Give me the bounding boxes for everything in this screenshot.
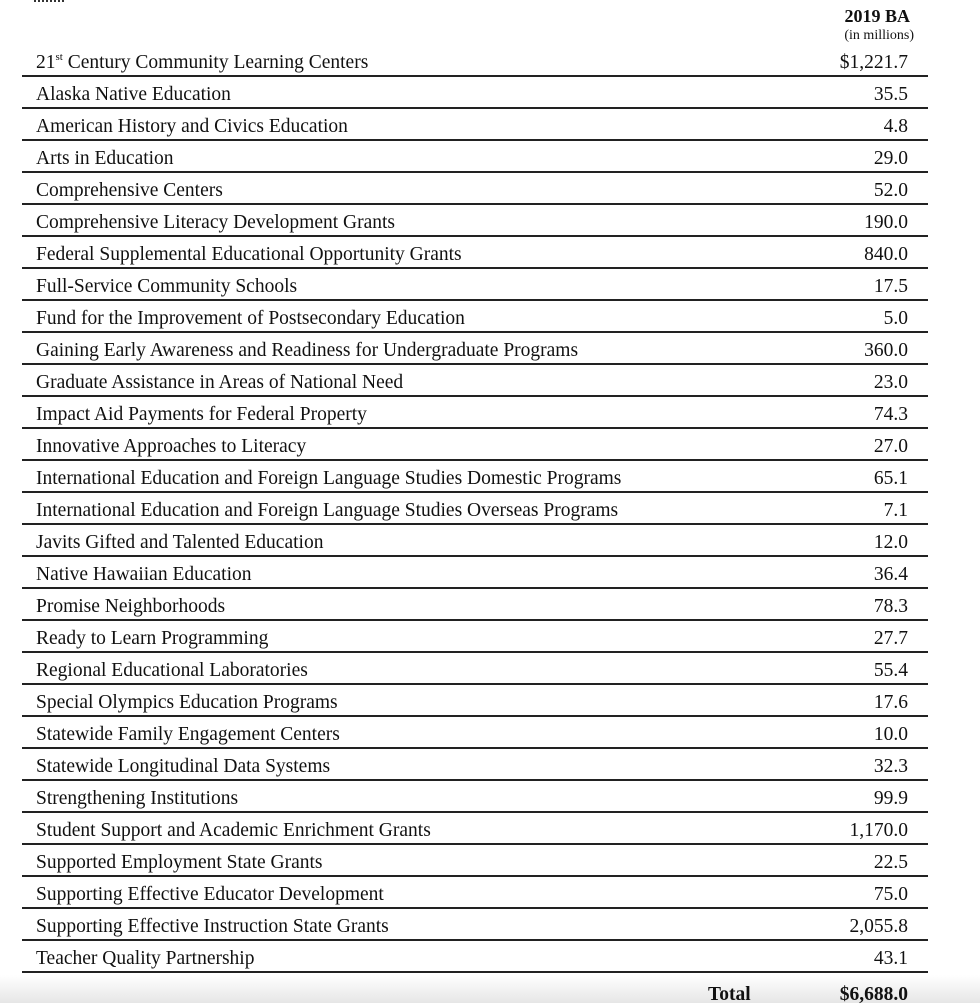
table-row: [22, 845, 928, 877]
program-name: International Education and Foreign Language Studies Overseas Programs: [36, 500, 619, 521]
program-amount: 2,055.8: [849, 916, 908, 937]
program-name: Statewide Longitudinal Data Systems: [36, 756, 331, 777]
program-amount: 360.0: [864, 340, 908, 361]
program-amount: 27.7: [873, 628, 908, 649]
budget-table: [22, 45, 928, 973]
table-row: [22, 717, 928, 749]
program-amount: 12.0: [873, 532, 908, 553]
table-row: [22, 685, 928, 717]
table-row: [22, 493, 928, 525]
program-amount: 10.0: [873, 724, 908, 745]
table-row: [22, 749, 928, 781]
program-name: Native Hawaiian Education: [36, 564, 252, 585]
program-name: Supported Employment State Grants: [36, 852, 323, 873]
program-amount: 78.3: [873, 596, 908, 617]
program-amount: 7.1: [883, 500, 908, 521]
program-name: Special Olympics Education Programs: [36, 692, 338, 713]
program-name: Alaska Native Education: [36, 84, 231, 105]
program-amount: 17.6: [873, 692, 908, 713]
program-amount: 32.3: [873, 756, 908, 777]
program-name: Impact Aid Payments for Federal Property: [36, 404, 367, 425]
table-row: [22, 205, 928, 237]
total-label: Total: [708, 984, 751, 1005]
program-amount: 840.0: [864, 244, 908, 265]
table-row: [22, 237, 928, 269]
program-name: Fund for the Improvement of Postsecondary Education: [36, 308, 465, 329]
program-name: Student Support and Academic Enrichment Grants: [36, 820, 431, 841]
table-row: [22, 461, 928, 493]
program-name: Supporting Effective Instruction State Grants: [36, 916, 389, 937]
column-header-title: 2019 BA: [844, 6, 910, 26]
table-row: [22, 141, 928, 173]
program-amount: 65.1: [873, 468, 908, 489]
program-amount: 55.4: [873, 660, 908, 681]
program-amount: 74.3: [873, 404, 908, 425]
program-amount: 5.0: [883, 308, 908, 329]
program-amount: 190.0: [864, 212, 908, 233]
program-amount: 43.1: [873, 948, 908, 969]
program-name: Graduate Assistance in Areas of National Need: [36, 372, 404, 393]
table-row: [22, 653, 928, 685]
program-amount: 4.8: [883, 116, 908, 137]
program-name: Regional Educational Laboratories: [36, 660, 308, 681]
cut-off-text-fragment: [34, 0, 64, 5]
table-row: [22, 621, 928, 653]
table-row: [22, 813, 928, 845]
program-name: Supporting Effective Educator Development: [36, 884, 384, 905]
column-header-unit: (in millions): [844, 28, 914, 43]
program-name: Full-Service Community Schools: [36, 276, 298, 297]
table-row: [22, 429, 928, 461]
total-value: $6,688.0: [839, 984, 908, 1005]
table-row: [22, 589, 928, 621]
program-amount: $1,221.7: [839, 52, 908, 73]
table-row: [22, 781, 928, 813]
program-name: Promise Neighborhoods: [36, 596, 226, 617]
program-name: Ready to Learn Programming: [36, 628, 269, 649]
program-amount: 23.0: [873, 372, 908, 393]
program-amount: 99.9: [873, 788, 908, 809]
table-row: [22, 909, 928, 941]
program-name: Gaining Early Awareness and Readiness for Undergraduate Programs: [36, 340, 579, 361]
program-amount: 22.5: [873, 852, 908, 873]
program-amount: 35.5: [873, 84, 908, 105]
program-amount: 36.4: [873, 564, 908, 585]
table-row: [22, 877, 928, 909]
program-name: Arts in Education: [36, 148, 174, 169]
program-name: Teacher Quality Partnership: [36, 948, 255, 969]
table-row: [22, 109, 928, 141]
program-name: American History and Civics Education: [36, 116, 348, 137]
program-name: International Education and Foreign Language Studies Domestic Programs: [36, 468, 622, 489]
program-name: [36, 52, 368, 74]
program-name: Comprehensive Centers: [36, 180, 223, 201]
program-name-rest: Century Community Learning Centers: [62, 52, 369, 73]
program-amount: 29.0: [873, 148, 908, 169]
table-row: [22, 77, 928, 109]
program-amount: 75.0: [873, 884, 908, 905]
program-name-number: 21: [36, 52, 56, 73]
program-name: Javits Gifted and Talented Education: [36, 532, 324, 553]
table-row: [22, 301, 928, 333]
table-row: [22, 557, 928, 589]
table-row: [22, 333, 928, 365]
program-name: Federal Supplemental Educational Opportunity Grants: [36, 244, 462, 265]
program-name: Statewide Family Engagement Centers: [36, 724, 340, 745]
program-name: Innovative Approaches to Literacy: [36, 436, 307, 457]
table-row: [22, 941, 928, 973]
table-row: [22, 269, 928, 301]
program-amount: 27.0: [873, 436, 908, 457]
program-amount: 52.0: [873, 180, 908, 201]
program-amount: 1,170.0: [849, 820, 908, 841]
table-row: [22, 397, 928, 429]
table-row: [22, 525, 928, 557]
program-name: Comprehensive Literacy Development Grants: [36, 212, 396, 233]
table-row: [22, 365, 928, 397]
program-amount: 17.5: [873, 276, 908, 297]
table-row: [22, 173, 928, 205]
page-bottom-fade: [0, 975, 980, 1003]
ordinal-superscript: st: [55, 51, 63, 63]
program-name: Strengthening Institutions: [36, 788, 239, 809]
table-row: [22, 45, 928, 77]
